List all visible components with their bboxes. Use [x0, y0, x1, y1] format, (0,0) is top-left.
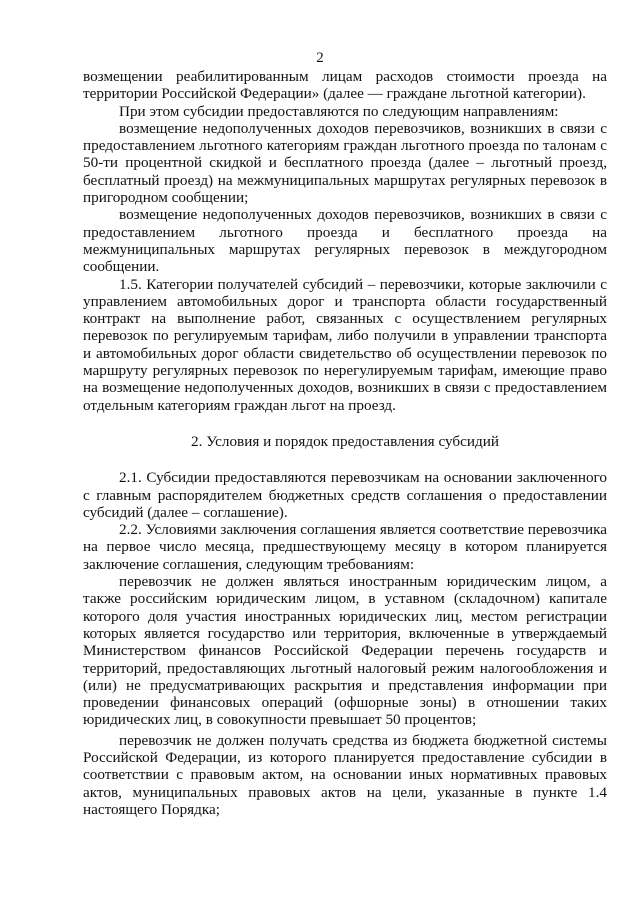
page-number: 2 — [316, 50, 324, 66]
paragraph-2-2: 2.2. Условиями заключения соглашения является соответствие перевозчика на первое число месяца, предшествующему месяцу в котором планируется заключение соглашения, следующим требованиям: — [83, 521, 607, 573]
paragraph-suburban-compensation: возмещение недополученных доходов перевозчиков, возникших в связи с предоставлением льготного категориям граждан льготного проезда по талонам с 50-ти процентной скидкой и бесплатного проезда (далее – льготный проезд, бесплатный проезд) на межмуниципальных маршрутах регулярных перевозок в пригородном сообщении; — [83, 119, 607, 207]
paragraph-budget-funds-requirement: перевозчик не должен получать средства из бюджета бюджетной системы Российской Федерации, из которого планируется предоставление субсидии в соответствии с правовым актом, на основании иных нормативных правовых актов, муниципальных правовых актов на цели, указанные в пункте 1.4 настоящего Порядка; — [83, 731, 607, 818]
paragraph-foreign-entity-requirement: перевозчик не должен являться иностранным юридическим лицом, а также российским юридическим лицом, в уставном (складочном) капитале которого доля участия иностранных юридических лиц, местом регистрации которых является государство или территория, включенные в утверждаемый Министерством финансов Российской Федерации перечень государств и территорий, предоставляющих льготный налоговый режим налогообложения и (или) не предусматривающих раскрытия и представления информации при проведении финансовых операций (офшорные зоны) в отношении таких юридических лиц, в совокупности превышает 50 процентов; — [83, 573, 607, 729]
section-heading: 2. Условия и порядок предоставления субсидий — [191, 432, 499, 450]
paragraph-continuation: возмещении реабилитированным лицам расходов стоимости проезда на территории Российской Федерации» (далее — граждане льготной категории). — [83, 68, 607, 103]
paragraph-subsidy-directions: При этом субсидии предоставляются по следующим направлениям: — [119, 102, 559, 120]
paragraph-intercity-compensation: возмещение недополученных доходов перевозчиков, возникших в связи с предоставлением льготного проезда и бесплатного проезда на межмуниципальных маршрутах регулярных перевозок в междугородном сообщении. — [83, 206, 607, 276]
paragraph-recipient-categories: 1.5. Категории получателей субсидий – перевозчики, которые заключили с управлением автомобильных дорог и транспорта области государственный контракт на выполнение работ, связанных с осуществлением регулярных перевозок по регулируемым тарифам, либо получили в управлении транспорта и автомобильных дорог области свидетельство об осуществлении перевозок по маршруту регулярных перевозок по нерегулируемым тарифам, имеющие право на возмещение недополученных доходов, возникших в связи с предоставлением отдельным категориям граждан льгот на проезд. — [83, 275, 607, 414]
document-body — [83, 68, 607, 818]
paragraph-2-1: 2.1. Субсидии предоставляются перевозчикам на основании заключенного с главным распорядителем бюджетных средств соглашения о предоставлении субсидий (далее – соглашение). — [83, 469, 607, 521]
